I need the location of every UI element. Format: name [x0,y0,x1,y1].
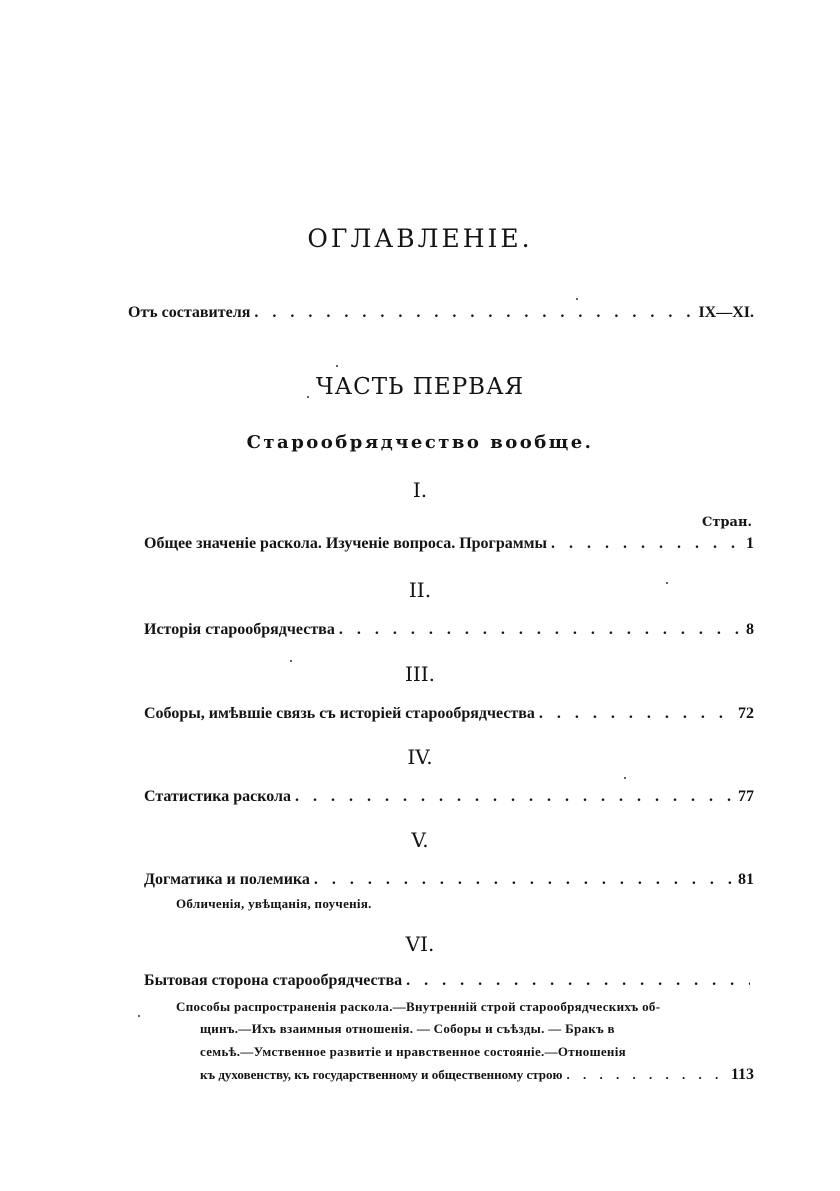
toc-entry-label: Отъ составителя [128,304,251,321]
page-title: ОГЛАВЛЕНІЕ. [307,224,533,253]
section-numeral: V. [411,828,429,852]
toc-entry [144,621,754,639]
part-subtitle: Старообрядчество вообще. [246,432,594,453]
scan-speck [576,298,578,300]
toc-entry-label: Соборы, имѣвшіе связь съ исторіей старообрядчества [144,705,535,722]
scan-speck [290,660,292,662]
toc-entry-page: 81 [738,871,754,888]
toc-entry [144,705,754,723]
toc-entry-label: Бытовая сторона старообрядчества [144,972,403,989]
dot-leader [551,535,742,553]
section-numeral: III. [404,662,436,686]
dot-leader [406,972,750,990]
toc-entry-label: Догматика и полемика [144,871,310,888]
section-numeral: IV. [407,745,433,769]
scan-speck [624,777,626,779]
toc-entry-label: Исторія старообрядчества [144,621,335,638]
toc-entry [144,871,754,889]
dot-leader [539,705,734,723]
toc-entry-page: 113 [730,1066,754,1083]
toc-entry-label: Общее значеніе раскола. Изученіе вопроса. Программы [144,535,547,552]
toc-entry-note-line: къ духовенству, къ государственному и общественному строю [200,1067,563,1082]
toc-entry-page: 8 [746,621,754,638]
section-numeral: I. [412,478,428,502]
toc-entry-note-line: щинъ.—Ихъ взаимныя отношенія. — Соборы и съѣзды. — Бракъ в [200,1021,615,1036]
toc-entry-note-line: Способы распространенія раскола.—Внутренній строй старообрядческихъ об- [176,999,661,1014]
toc-entry [144,788,754,806]
dot-leader [314,871,734,889]
dot-leader [295,788,734,806]
pages-column-header: Стран. [702,515,752,530]
toc-entry-note: Обличенія, увѣщанія, поученія. [176,896,372,911]
section-numeral: VI. [405,932,435,956]
toc-entry-page: 77 [738,788,754,805]
scan-speck [666,582,668,584]
toc-entry [144,972,754,990]
toc-entry-note-last [200,1066,754,1084]
section-numeral: II. [408,578,432,602]
toc-entry-page: 72 [738,705,754,722]
toc-entry-note-line: семьѣ.—Умственное развитіе и нравственное состояніе.—Отношенія [200,1044,626,1059]
toc-entry-label: Статистика раскола [144,788,291,805]
dot-leader [339,621,742,639]
scan-speck [138,1015,140,1017]
part-title: ЧАСТЬ ПЕРВАЯ [315,374,525,400]
toc-entry-pages: IX—XI. [698,304,754,321]
toc-entry-page: 1 [746,535,754,552]
scan-speck [307,396,309,398]
dot-leader [254,304,694,322]
toc-entry [144,535,754,553]
scan-speck [336,365,338,367]
dot-leader [566,1067,726,1083]
toc-entry-preface [128,304,754,322]
